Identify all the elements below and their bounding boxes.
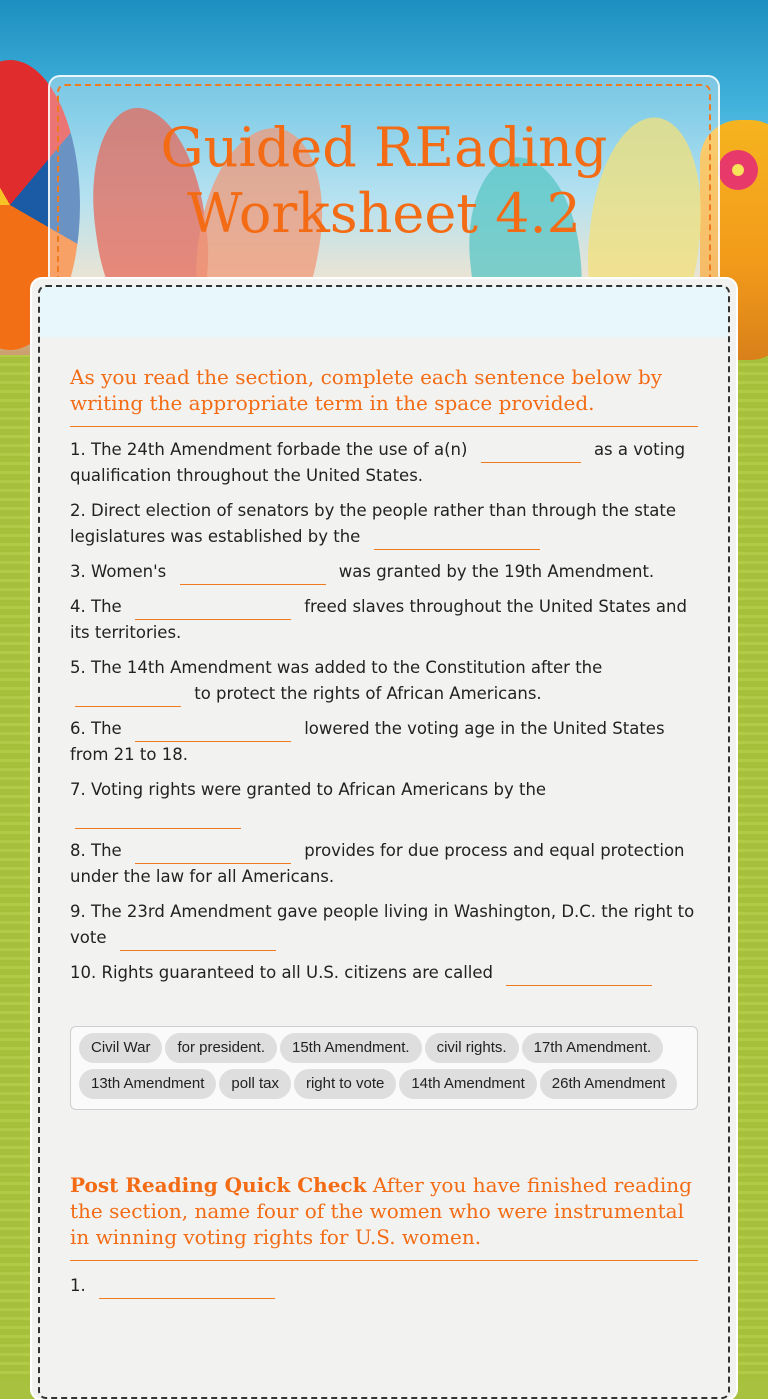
instructions: As you read the section, complete each sentence below by writing the appropriate term in the space provided. xyxy=(70,364,698,427)
question-text: 9. The 23rd Amendment gave people living in Washington, D.C. the right to vote xyxy=(70,902,695,947)
question-text: was granted by the 19th Amendment. xyxy=(338,562,655,581)
question-5 xyxy=(70,655,698,707)
question-10 xyxy=(70,960,698,986)
word-chip[interactable]: poll tax xyxy=(219,1069,291,1099)
question-text: 5. The 14th Amendment was added to the Constitution after the xyxy=(70,658,603,677)
question-1 xyxy=(70,437,698,489)
question-4 xyxy=(70,594,698,646)
post-check-text: After you have finished reading the section, name four of the women who were instrumental in winning voting rights for U.S. women. xyxy=(70,1173,692,1249)
question-text: 3. Women's xyxy=(70,562,167,581)
question-text: to protect the rights of African Americans. xyxy=(194,684,542,703)
question-2 xyxy=(70,498,698,550)
word-chip[interactable]: right to vote xyxy=(294,1069,396,1099)
answer-blank-1[interactable] xyxy=(481,440,581,463)
word-chip[interactable]: 26th Amendment xyxy=(540,1069,677,1099)
question-7 xyxy=(70,777,698,829)
question-text: provides for due process and equal protection under the law for all Americans. xyxy=(70,841,685,886)
page-title: Guided REading Worksheet 4.2 xyxy=(160,116,608,245)
answer-blank-3[interactable] xyxy=(180,562,326,585)
answer-line-1 xyxy=(70,1273,698,1299)
question-text: 2. Direct election of senators by the people rather than through the state legislatures was established by the xyxy=(70,501,677,546)
word-chip[interactable]: civil rights. xyxy=(425,1033,519,1063)
worksheet-card xyxy=(32,279,736,1399)
answer-blank-9[interactable] xyxy=(120,928,276,951)
worksheet-content xyxy=(70,364,698,1308)
word-chip[interactable]: 13th Amendment xyxy=(79,1069,216,1099)
answer-blank-4[interactable] xyxy=(135,597,291,620)
answer-blank-6[interactable] xyxy=(135,719,291,742)
word-bank xyxy=(70,1026,698,1110)
question-text: 4. The xyxy=(70,597,122,616)
answer-label: 1. xyxy=(70,1276,86,1295)
answer-blank-5[interactable] xyxy=(75,684,181,707)
word-chip[interactable]: 15th Amendment. xyxy=(280,1033,422,1063)
question-text: lowered the voting age in the United States from 21 to 18. xyxy=(70,719,665,764)
question-text: 1. The 24th Amendment forbade the use of a(n) xyxy=(70,440,468,459)
question-8 xyxy=(70,838,698,890)
word-chip[interactable]: 14th Amendment xyxy=(399,1069,536,1099)
word-chip[interactable]: Civil War xyxy=(79,1033,162,1063)
question-3 xyxy=(70,559,698,585)
header-card xyxy=(50,77,718,297)
post-check-heading: Post Reading Quick Check xyxy=(70,1173,367,1197)
question-text: 10. Rights guaranteed to all U.S. citizens are called xyxy=(70,963,494,982)
word-chip[interactable]: 17th Amendment. xyxy=(522,1033,664,1063)
answer-blank-woman-1[interactable] xyxy=(99,1276,275,1299)
question-text: 8. The xyxy=(70,841,122,860)
question-9 xyxy=(70,899,698,951)
question-text: 7. Voting rights were granted to African Americans by the xyxy=(70,780,547,799)
answer-blank-8[interactable] xyxy=(135,841,291,864)
answer-blank-10[interactable] xyxy=(506,963,652,986)
question-text: 6. The xyxy=(70,719,122,738)
answer-blank-7[interactable] xyxy=(75,806,241,829)
question-text: freed slaves throughout the United States and its territories. xyxy=(70,597,687,642)
word-chip[interactable]: for president. xyxy=(165,1033,277,1063)
answer-blank-2[interactable] xyxy=(374,527,540,550)
question-text: as a voting qualification throughout the United States. xyxy=(70,440,686,485)
post-reading-check xyxy=(70,1172,698,1261)
question-6 xyxy=(70,716,698,768)
